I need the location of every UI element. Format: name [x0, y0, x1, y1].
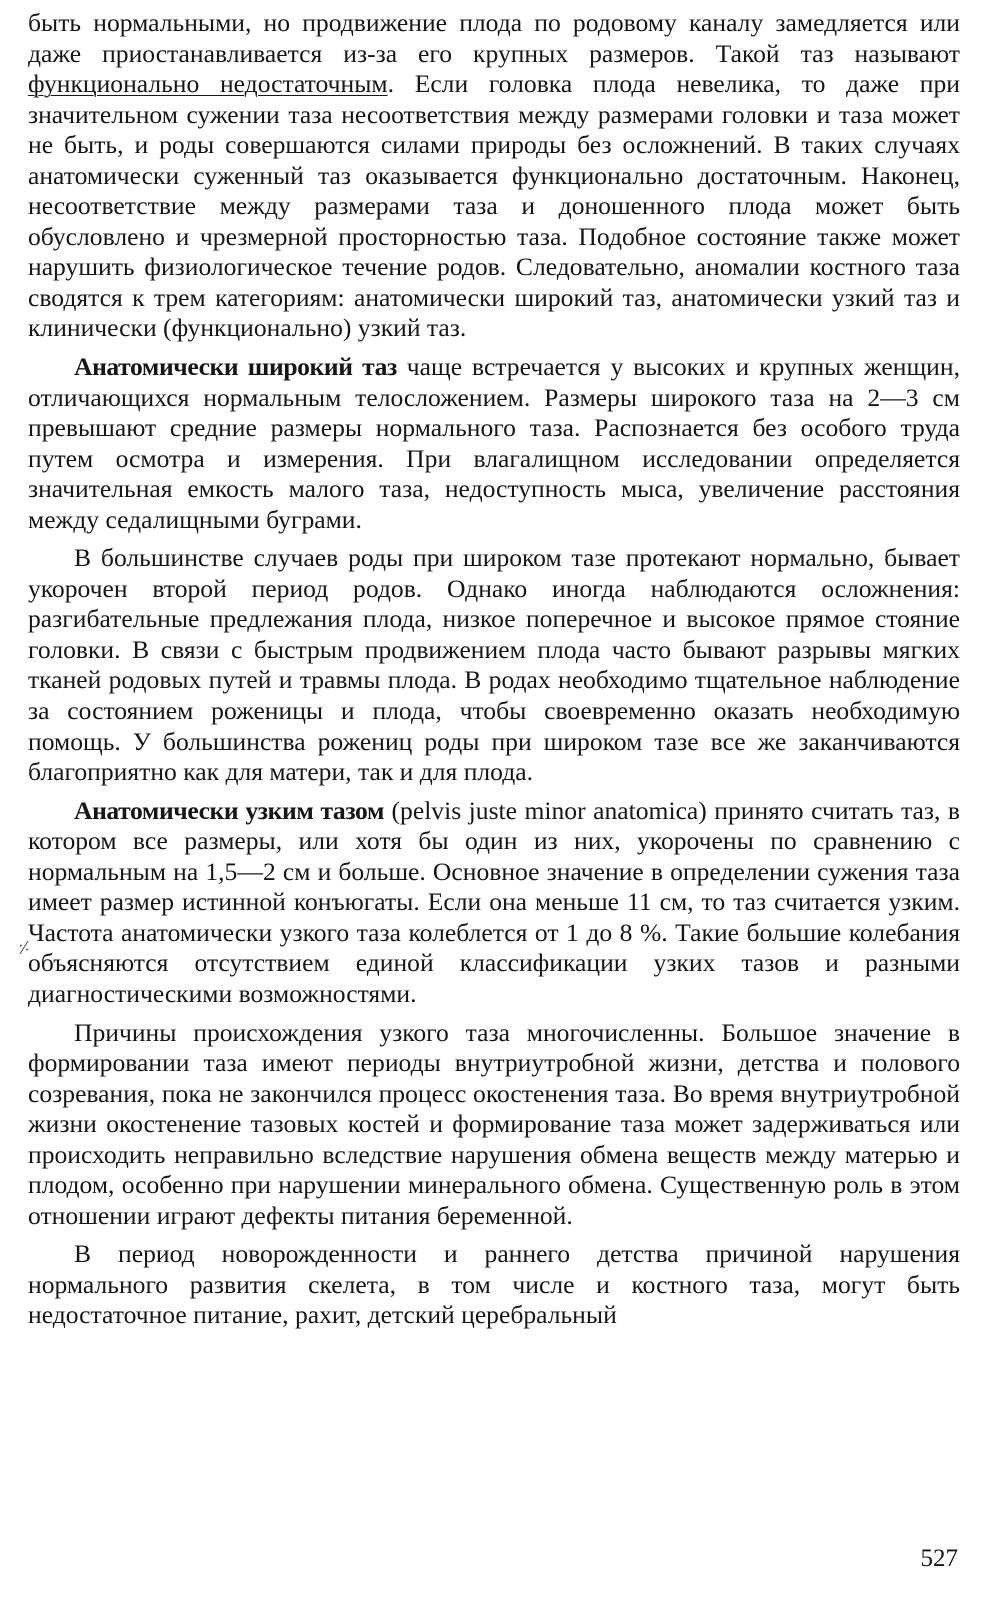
paragraph-6-text: В период новорожденности и раннего детства причиной нарушения нормального развития скелета, в том числе и костного таза, могут быть недостаточное питание, рахит, детский церебральный — [28, 1239, 960, 1330]
paragraph-1 — [28, 8, 960, 344]
paragraph-4 — [28, 796, 960, 1010]
paragraph-5 — [28, 1018, 960, 1232]
paragraph-2-text: чаще встречается у высоких и крупных женщин, отличающихся нормальным телосложением. Размеры широкого таза на 2—3 см превышают средние размеры нормального таза. Распознается без особого труда путем осмотра и измерения. При влагалищном исследовании определяется значительная емкость малого таза, недоступность мыса, увеличение расстояния между седалищными буграми. — [28, 352, 960, 534]
term-wide-pelvis: Анатомически широкий таз — [74, 352, 397, 382]
paragraph-5-text: Причины происхождения узкого таза многочисленны. Большое значение в формировании таза имеют периоды внутриутробной жизни, детства и полового созревания, пока не закончился процесс окостенения таза. Во время внутриутробной жизни окостенение тазовых костей и формирование таза может задерживаться или происходить неправильно вследствие нарушения обмена веществ между матерью и плодом, особенно при нарушении минерального обмена. Существенную роль в этом отношении играют дефекты питания беременной. — [28, 1017, 960, 1230]
term-narrow-pelvis: Анатомически узким тазом — [74, 795, 385, 825]
page-number: 527 — [920, 1545, 958, 1572]
paragraph-6 — [28, 1239, 960, 1331]
paragraph-3-text: В большинстве случаев роды при широком тазе протекают нормально, бывает укорочен второй период родов. Однако иногда наблюдаются осложнения: разгибательные предлежания плода, низкое поперечное и высокое прямое стояние головки. В связи с быстрым продвижением плода часто бывают разрывы мягких тканей родовых путей и травмы плода. В родах необходимо тщательное наблюдение за состоянием роженицы и плода, чтобы своевременно оказать необходимую помощь. У большинства рожениц роды при широком тазе все же заканчиваются благоприятно как для матери, так и для плода. — [28, 543, 960, 787]
term-functionally-insufficient: функционально недостаточным — [28, 69, 388, 99]
margin-mark: ⸓ — [18, 938, 30, 958]
paragraph-4-text: (pelvis juste minor anatomica) принято считать таз, в котором все размеры, или хотя бы один из них, укорочены по сравнению с нормальным на 1,5—2 см и больше. Основное значение в определении сужения таза имеет размер истинной конъюгаты. Если она меньше 11 см, то таз считается узким. Частота анатомически узкого таза колеблется от 1 до 8 %. Такие большие колебания объясняются отсутствием единой классификации узких тазов и разными диагностическими возможностями. — [28, 795, 961, 1008]
paragraph-1-text-a: быть нормальными, но продвижение плода по родовому каналу замедляется или даже приостанавливается из-за его крупных размеров. Такой таз называют — [28, 8, 960, 68]
page-body — [28, 8, 960, 1331]
paragraph-1-text-b: . Если головка плода невелика, то даже при значительном сужении таза несоответствия между размерами головки и таза может не быть, и роды совершаются силами природы без осложнений. В таких случаях анатомически суженный таз оказывается функционально достаточным. Наконец, несоответствие между размерами таза и доношенного плода может быть обусловлено и чрезмерной просторностью таза. Подобное состояние также может нарушить физиологическое течение родов. Следовательно, аномалии костного таза сводятся к трем категориям: анатомически широкий таз, анатомически узкий таз и клинически (функционально) узкий таз. — [28, 69, 960, 343]
paragraph-2 — [28, 352, 960, 535]
paragraph-3 — [28, 543, 960, 787]
